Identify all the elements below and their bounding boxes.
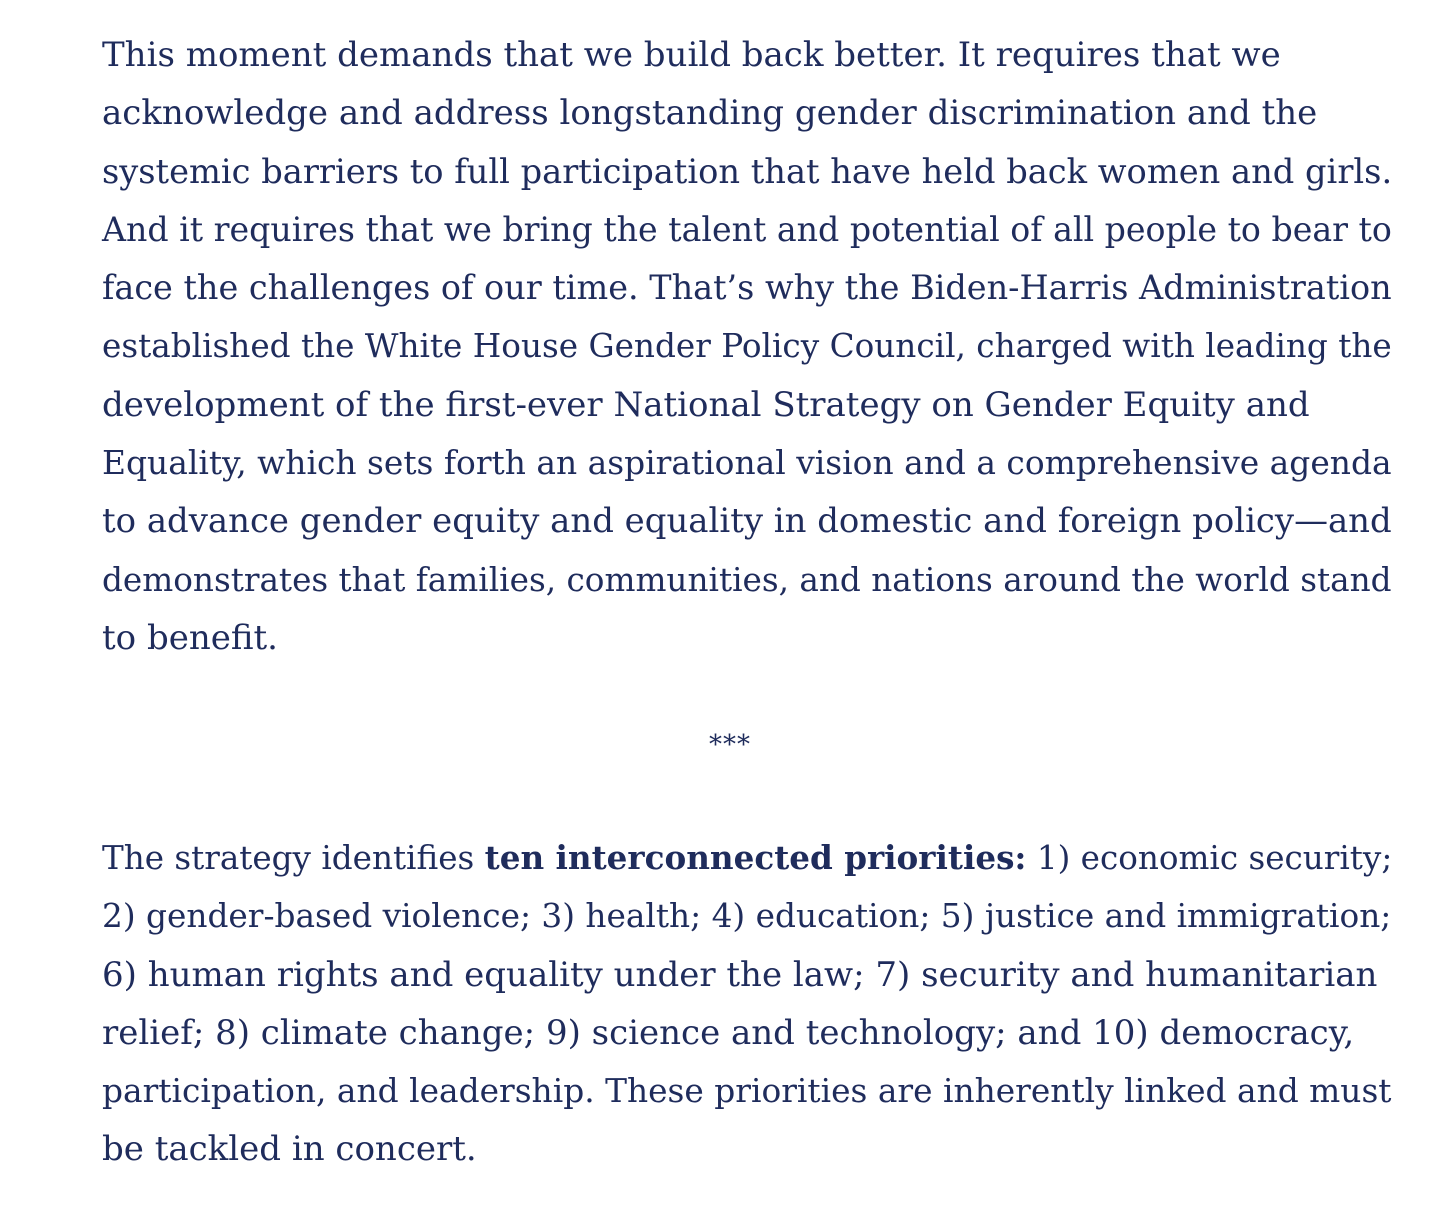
paragraph-line: be tackled in concert. bbox=[102, 1129, 477, 1170]
paragraph-line: participation, and leadership. These priorities are inherently linked and must bbox=[102, 1072, 1392, 1111]
intro-paragraph bbox=[102, 26, 1393, 667]
paragraph-line: to advance gender equity and equality in domestic and foreign policy—and bbox=[102, 501, 1392, 541]
paragraph-line: demonstrates that families, communities, and nations around the world stand bbox=[102, 560, 1392, 599]
section-separator: *** bbox=[709, 730, 751, 760]
paragraph-line: to benefit. bbox=[102, 617, 278, 658]
paragraph-line bbox=[102, 829, 1393, 887]
lead-in-text: The strategy identifies bbox=[102, 839, 485, 877]
paragraph-line: 2) gender-based violence; 3) health; 4) education; 5) justice and immigration; bbox=[102, 897, 1392, 936]
paragraph-line: established the White House Gender Policy Council, charged with leading the bbox=[102, 327, 1392, 366]
paragraph-line: relief; 8) climate change; 9) science and technology; and 10) democracy, bbox=[102, 1012, 1355, 1053]
first-line-rest-text: 1) economic security; bbox=[1026, 839, 1393, 877]
paragraph-line: systemic barriers to full participation that have held back women and girls. bbox=[102, 151, 1393, 191]
paragraph-line: acknowledge and address longstanding gender discrimination and the bbox=[102, 93, 1318, 134]
paragraph-line: And it requires that we bring the talent and potential of all people to bear to bbox=[102, 209, 1392, 249]
paragraph-line: 6) human rights and equality under the law; 7) security and humanitarian bbox=[102, 954, 1378, 995]
paragraph-line: This moment demands that we build back better. It requires that we bbox=[102, 35, 1281, 75]
paragraph-line: face the challenges of our time. That’s why the Biden-Harris Administration bbox=[102, 268, 1392, 308]
paragraph-line: Equality, which sets forth an aspirational vision and a comprehensive agenda bbox=[102, 443, 1392, 483]
priorities-paragraph bbox=[102, 829, 1393, 1179]
paragraph-line: development of the first-ever National Strategy on Gender Equity and bbox=[102, 384, 1310, 425]
emphasis-text: ten interconnected priorities: bbox=[484, 838, 1027, 877]
